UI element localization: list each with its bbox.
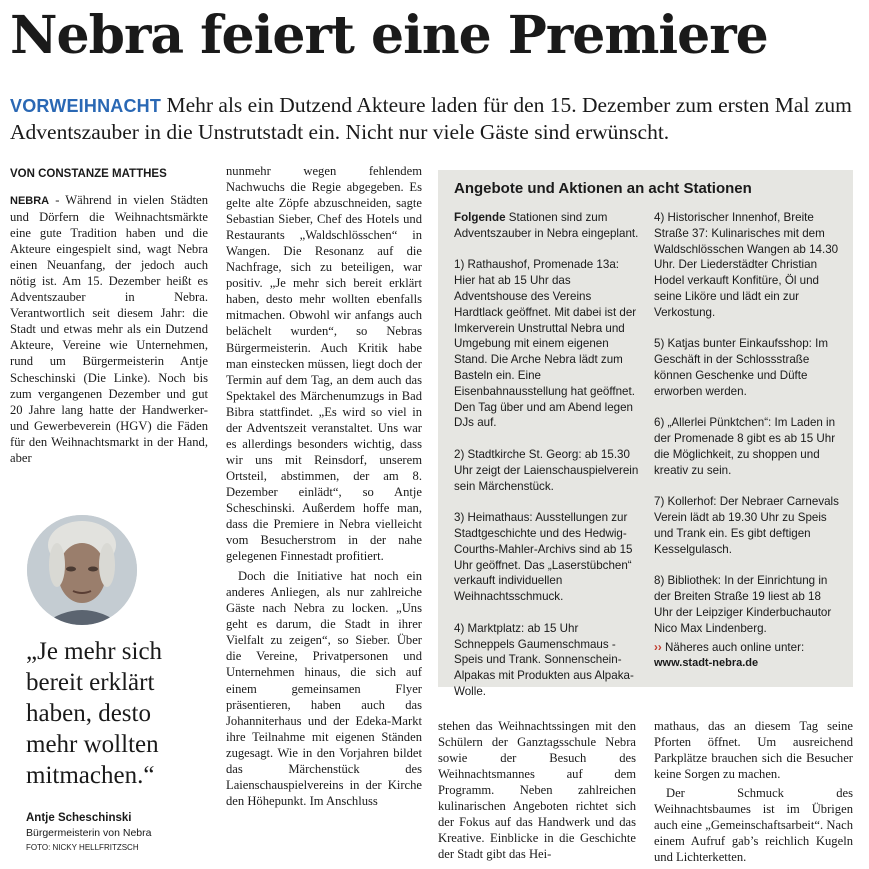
article-column-4	[654, 718, 853, 865]
station-6: 6) „Allerlei Pünktchen“: Im Laden in der Promenade 8 gibt es ab 15 Uhr die Möglichkeit, zu shoppen und kreativ zu sein.	[654, 416, 836, 477]
station-2: 2) Stadtkirche St. Georg: ab 15.30 Uhr zeigt der Laienschauspielverein sein Märchenstück.	[454, 447, 639, 493]
arrow-icon: ››	[654, 641, 662, 655]
lead-kicker: VORWEIHNACHT	[10, 96, 162, 116]
portrait-photo	[27, 515, 137, 625]
quote-name: Antje Scheschinski	[26, 812, 132, 824]
info-intro-lead: Folgende	[454, 211, 506, 224]
station-7: 7) Kollerhof: Der Nebraer Carnevals Verein lädt ab 19.30 Uhr zu Speis und Trank ein. Es gibt deftigen Kesselgulasch.	[654, 495, 839, 556]
article-column-3	[438, 718, 636, 862]
station-5: 5) Katjas bunter Einkaufsshop: Im Geschäft in der Schlossstraße können Geschenke und Düfte erworben werden.	[654, 337, 828, 398]
photo-credit: FOTO: NICKY HELLFRITZSCH	[26, 843, 139, 852]
info-intro-text: Stationen sind zum Adventszauber in Nebra eingeplant.	[454, 211, 639, 240]
station-4: 4) Marktplatz: ab 15 Uhr Schneppels Gaumenschmaus - Speis und Trank. Sonnenschein-Alpakas mit Produkten aus Alpaka-Wolle.	[454, 621, 634, 698]
station-8: 8) Bibliothek: In der Einrichtung in der Breiten Straße 19 liest ab 18 Uhr der Leipziger Kinderbuchautor Nico Max Lindenberg.	[654, 574, 832, 635]
headline: Nebra feiert eine Premiere	[10, 5, 768, 66]
info-box	[438, 170, 853, 698]
article-paragraph: stehen das Weihnachtssingen mit den Schülern der Ganztagsschule Nebra sowie der Besuch des Weihnachtsmannes auf dem Programm. Neben zahlreichen kulinarischen Angeboten richtet sich der Fokus auf das Handwerk und das Kreative. Einblicke in die Geschichte der Stadt gibt das Hei-	[438, 719, 636, 862]
pull-quote: „Je mehr sich bereit erklärt haben, desto mehr wollten mitmachen.“	[26, 638, 163, 789]
article-paragraph	[10, 192, 208, 466]
info-box-column-left	[454, 210, 639, 716]
portrait-image	[27, 515, 137, 625]
website-link[interactable]: www.stadt-nebra.de	[654, 657, 759, 670]
article-paragraph: Doch die Initiative hat noch ein anderes Anliegen, als nur zahlreiche Gäste nach Nebra zu locken. „Uns geht es darum, die Stadt in ihrer Vielfalt zu zeigen“, so Sieber. Über die Vereine, Privatpersonen und Unternehmen hinaus, die sich auf einem gemeinsamen Flyer präsentieren, haben auch das Johanniterhaus und der Edeka-Markt ihre Teilnahme mit eigenen Ständen zugesagt. Wie in den Vorjahren bildet das Märchenstück des Laienschauspielvereins in der Kirche den Höhepunkt. Im Anschluss	[226, 569, 422, 808]
article-text: - Während in vielen Städten und Dörfern die Weihnachtsmärkte eine gute Tradition haben und die Akteure eingespielt sind, wagt Nebra einen Neuanfang, der jedoch auch nötig ist. Am 15. Dezember heißt es Adventszauber in Nebra. Verantwortlich seit diesem Jahr: die Stadt und etwas mehr als ein Dutzend Akteure, Vereine wie Unternehmen, rund um Bürgermeisterin Antje Scheschinski (Die Linke). Noch bis zum vergangenen Dezember und gut 20 Jahre lang hatte der Handwerker- und Gewerbeverein (HGV) die Fäden für den Weihnachtsmarkt in der Hand, aber	[10, 193, 208, 465]
quote-role: Bürgermeisterin von Nebra	[26, 827, 152, 839]
more-info-text: Näheres auch online unter:	[664, 641, 805, 655]
station-4b: 4) Historischer Innenhof, Breite Straße 37: Kulinarisches mit dem Waldschlösschen Wangen ab 14.30 Uhr. Der Liederstädter Christian Hodel verkauft Konfitüre, Öl und seine Liköre und lädt ein zur Verkostung.	[654, 211, 839, 319]
more-info	[654, 640, 839, 656]
station-1: 1) Rathaushof, Promenade 13a: Hier hat ab 15 Uhr das Adventshouse des Vereins Hardtlack geöffnet. Mit dabei ist der Imkerverein Unstruttal Nebra und Umgebung mit einem eigenen Stand. Die Arche Nebra lädt zum Basteln ein. Eine Eisenbahnausstellung hat geöffnet. Den Tag über und am Abend legen DJs auf.	[454, 258, 637, 430]
station-3: 3) Heimathaus: Ausstellungen zur Stadtgeschichte und des Hedwig-Courths-Mahler-Archivs sind ab 15 Uhr geöffnet. Das „Laserstübchen“ verkauft individuellen Weihnachtsschmuck.	[454, 511, 633, 604]
article-paragraph: Der Schmuck des Weihnachtsbaumes ist im Übrigen auch eine „Gemeinschaftsarbeit“. Nach einem Aufruf gab’s reichlich Kugeln und Lichterketten.	[654, 786, 853, 865]
article-paragraph: nunmehr wegen fehlendem Nachwuchs die Regie abgegeben. Es gelte alte Zöpfe abzuschneiden, sagte Sebastian Sieber, Chef des Hotels und Restaurants „Waldschlösschen“ in Wangen. Die Resonanz auf die Nachfrage, sich zu beteiligen, war positiv. „Je mehr sich bereit erklärt haben, desto mehr wollten ebenfalls mitmachen. Obwohl wir anfangs auch belächelt wurden“, so Nebras Bürgermeisterin. Auch Kritik habe man einstecken müssen, liegt doch der Termin auf dem Tag, an dem auch das Spektakel des Märchenumzugs in Bad Bibra stattfindet. „Es wird so viel in der Adventszeit veranstaltet. Uns war es allerdings besonders wichtig, dass wir uns mit Reinsdorf, unserem Ortsteil, abstimmen, der am 8. Dezember einlädt“, so Antje Scheschinski. Außerdem hoffe man, dass die Premiere in Nebra vielleicht vom Besucherstrom in der nahe gelegenen Finnestadt profitiert.	[226, 164, 422, 564]
article-column-1	[10, 192, 208, 466]
info-intro	[454, 210, 639, 242]
info-box-title: Angebote und Aktionen an acht Stationen	[454, 180, 752, 197]
info-box-column-right	[654, 210, 839, 672]
dateline-place: NEBRA	[10, 195, 50, 207]
byline: VON CONSTANZE MATTHES	[10, 168, 167, 180]
lead-text: Mehr als ein Dutzend Akteure laden für den 15. Dezember zum ersten Mal zum Adventszauber in die Unstrutstadt ein. Nicht nur viele Gäste sind erwünscht.	[10, 93, 852, 144]
article-column-2	[226, 163, 422, 809]
lead-paragraph	[10, 92, 860, 145]
article-paragraph: mathaus, das an diesem Tag seine Pforten öffnet. Um ausreichend Parkplätze brauchen sich die Besucher keine Sorgen zu machen.	[654, 719, 853, 782]
